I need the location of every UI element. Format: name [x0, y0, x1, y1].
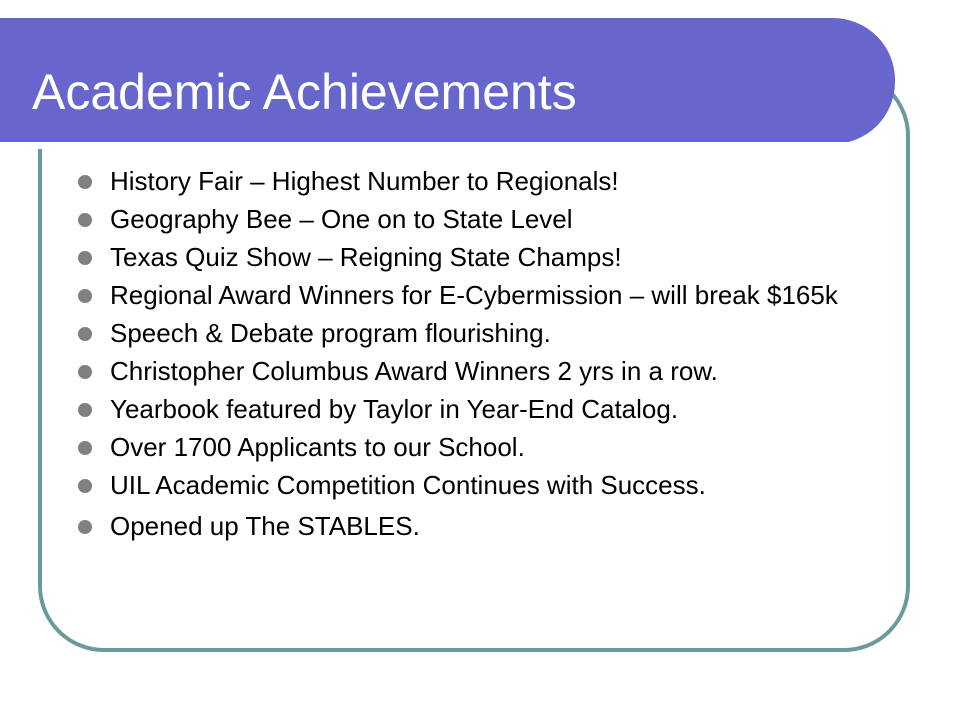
- list-item: [78, 244, 878, 271]
- list-item-text: Regional Award Winners for E-Cybermission – will break $165k: [110, 280, 838, 310]
- list-item: [78, 168, 878, 195]
- bullet-icon: [78, 327, 92, 341]
- list-item: [78, 206, 878, 233]
- bullet-icon: [78, 251, 92, 265]
- bullet-list: [78, 168, 878, 551]
- bullet-icon: [78, 479, 92, 493]
- bullet-icon: [78, 403, 92, 417]
- bullet-icon: [78, 289, 92, 303]
- title-underline: [0, 142, 848, 149]
- list-item-text: Texas Quiz Show – Reigning State Champs!: [110, 242, 622, 272]
- bullet-icon: [78, 441, 92, 455]
- list-item-text: Geography Bee – One on to State Level: [110, 204, 573, 234]
- list-item: [78, 320, 878, 347]
- list-item: [78, 396, 878, 423]
- list-item-text: History Fair – Highest Number to Regionals!: [110, 166, 619, 196]
- list-item-text: UIL Academic Competition Continues with Success.: [110, 470, 706, 500]
- bullet-icon: [78, 175, 92, 189]
- bullet-icon: [78, 365, 92, 379]
- list-item: [78, 513, 878, 540]
- list-item-text: Over 1700 Applicants to our School.: [110, 432, 525, 462]
- list-item-text: Opened up The STABLES.: [110, 511, 420, 541]
- title-bar: [0, 18, 895, 144]
- list-item: [78, 472, 878, 499]
- list-item: [78, 282, 878, 309]
- list-item: [78, 434, 878, 461]
- list-item-text: Speech & Debate program flourishing.: [110, 318, 551, 348]
- slide-title: Academic Achievements: [32, 64, 577, 120]
- bullet-icon: [78, 520, 92, 534]
- list-item-text: Christopher Columbus Award Winners 2 yrs in a row.: [110, 356, 718, 386]
- list-item: [78, 358, 878, 385]
- list-item-text: Yearbook featured by Taylor in Year-End Catalog.: [110, 394, 679, 424]
- bullet-icon: [78, 213, 92, 227]
